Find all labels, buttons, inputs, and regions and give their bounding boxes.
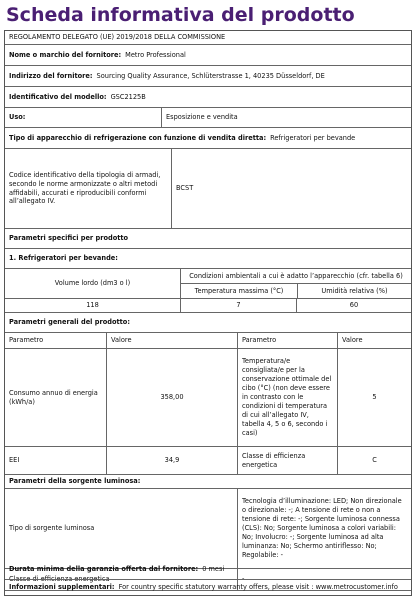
max-temp-value: 7	[180, 299, 296, 312]
energy-consumption-value: 358,00	[106, 349, 237, 446]
regulation-text: REGOLAMENTO DELEGATO (UE) 2019/2018 DELLA COMMISSIONE	[9, 33, 226, 41]
warranty-row	[5, 560, 411, 580]
supplier-address-row	[5, 66, 411, 87]
efficiency-class-value: C	[337, 447, 411, 474]
model-id-label: Identificativo del modello:	[9, 92, 107, 101]
volume-header: Volume lordo (dm3 o l)	[54, 279, 131, 288]
light-type-value: Tecnologia d’illuminazione: LED; Non direzionale o direzionale: -; A tensione di rete o non a tensione di rete: -; Sorgente luminosa connessa (CLS): No; Sorgente luminosa a colori variabili: No; Involucro: -; Sorgente luminosa ad alta luminanza: No; Schermo antiriflesso: No; Regolabile: -	[237, 489, 411, 568]
appliance-type-row	[5, 128, 411, 149]
humidity-value: 60	[296, 299, 411, 312]
cabinet-code-value: BCST	[171, 149, 411, 228]
warranty-label: Durata minima della garanzia offerta dal fornitore:	[9, 565, 199, 574]
regulation-row	[5, 31, 411, 45]
specific-params-heading-row	[5, 229, 411, 249]
light-source-heading: Parametri della sorgente luminosa:	[9, 477, 141, 486]
beverage-cooler-heading: 1. Refrigeratori per bevande:	[9, 254, 118, 263]
supplier-address-label: Indirizzo del fornitore:	[9, 71, 93, 80]
energy-consumption-row	[5, 349, 411, 447]
model-id-row	[5, 87, 411, 108]
supplier-name-value: Metro Professional	[125, 50, 186, 59]
param-header-2: Parametro	[237, 333, 337, 348]
light-type-label: Tipo di sorgente luminosa	[9, 524, 95, 533]
use-label: Uso:	[9, 113, 26, 122]
energy-consumption-label: Consumo annuo di energia (kWh/a)	[9, 388, 98, 406]
beverage-cooler-heading-row	[5, 249, 411, 269]
supplier-name-row	[5, 45, 411, 66]
warranty-value: 0 mesi	[202, 565, 225, 574]
specific-params-header-row	[5, 269, 411, 299]
light-class-value: -	[237, 569, 411, 590]
supplier-address-value: Sourcing Quality Assurance, Schlüterstrasse 1, 40235 Düsseldorf, DE	[96, 71, 325, 80]
use-value: Esposizione e vendita	[161, 108, 411, 127]
eei-row	[5, 447, 411, 475]
efficiency-class-label: Classe di efficienza energetica	[237, 447, 337, 474]
eei-label: EEI	[9, 456, 20, 465]
volume-value: 118	[86, 301, 99, 310]
value-header-2: Valore	[337, 333, 411, 348]
recommended-temp-value: 5	[337, 349, 411, 446]
appliance-type-value: Refrigeratori per bevande	[270, 133, 356, 142]
cabinet-code-label: Codice identificativo della tipologia di armadi, secondo le norme armonizzate o altri metodi affidabili, accurati e riproducibili conformi all’allegato IV.	[9, 170, 161, 206]
extra-info-row	[5, 580, 411, 595]
eei-value: 34,9	[106, 447, 237, 474]
light-heading-row	[5, 475, 411, 489]
page-title: Scheda informativa del prodotto	[6, 4, 355, 26]
appliance-type-label: Tipo di apparecchio di refrigerazione con funzione di vendita diretta:	[9, 133, 267, 142]
general-params-header-row	[5, 333, 411, 349]
supplier-name-label: Nome o marchio del fornitore:	[9, 50, 122, 59]
extra-info-label: Informazioni supplementari:	[9, 583, 115, 592]
value-header-1: Valore	[106, 333, 237, 348]
warranty-table	[4, 560, 412, 596]
product-info-table	[4, 30, 412, 596]
humidity-header: Umidità relativa (%)	[297, 284, 411, 298]
specific-params-values-row	[5, 299, 411, 313]
general-params-heading: Parametri generali del prodotto:	[9, 318, 130, 327]
conditions-header: Condizioni ambientali a cui è adatto l’apparecchio (cfr. tabella 6)	[181, 269, 411, 284]
specific-params-heading: Parametri specifici per prodotto	[9, 234, 129, 243]
param-header-1: Parametro	[9, 336, 44, 345]
extra-info-value: For country specific statutory warranty offers, please visit : www.metrocustomer.info	[118, 583, 398, 592]
recommended-temp-label: Temperatura/e consigliata/e per la conservazione ottimale del cibo (°C) (non deve essere in contrasto con le condizioni di temperatura di cui all’allegato IV, tabella 4, 5 o 6, secondo i casi)	[237, 349, 337, 446]
model-id-value: GSC2125B	[110, 92, 146, 101]
use-row	[5, 108, 411, 128]
light-type-row	[5, 489, 411, 569]
cabinet-code-row	[5, 149, 411, 229]
light-class-label: Classe di efficienza energetica	[9, 575, 110, 584]
general-params-heading-row	[5, 313, 411, 333]
max-temp-header: Temperatura massima (°C)	[194, 286, 284, 295]
